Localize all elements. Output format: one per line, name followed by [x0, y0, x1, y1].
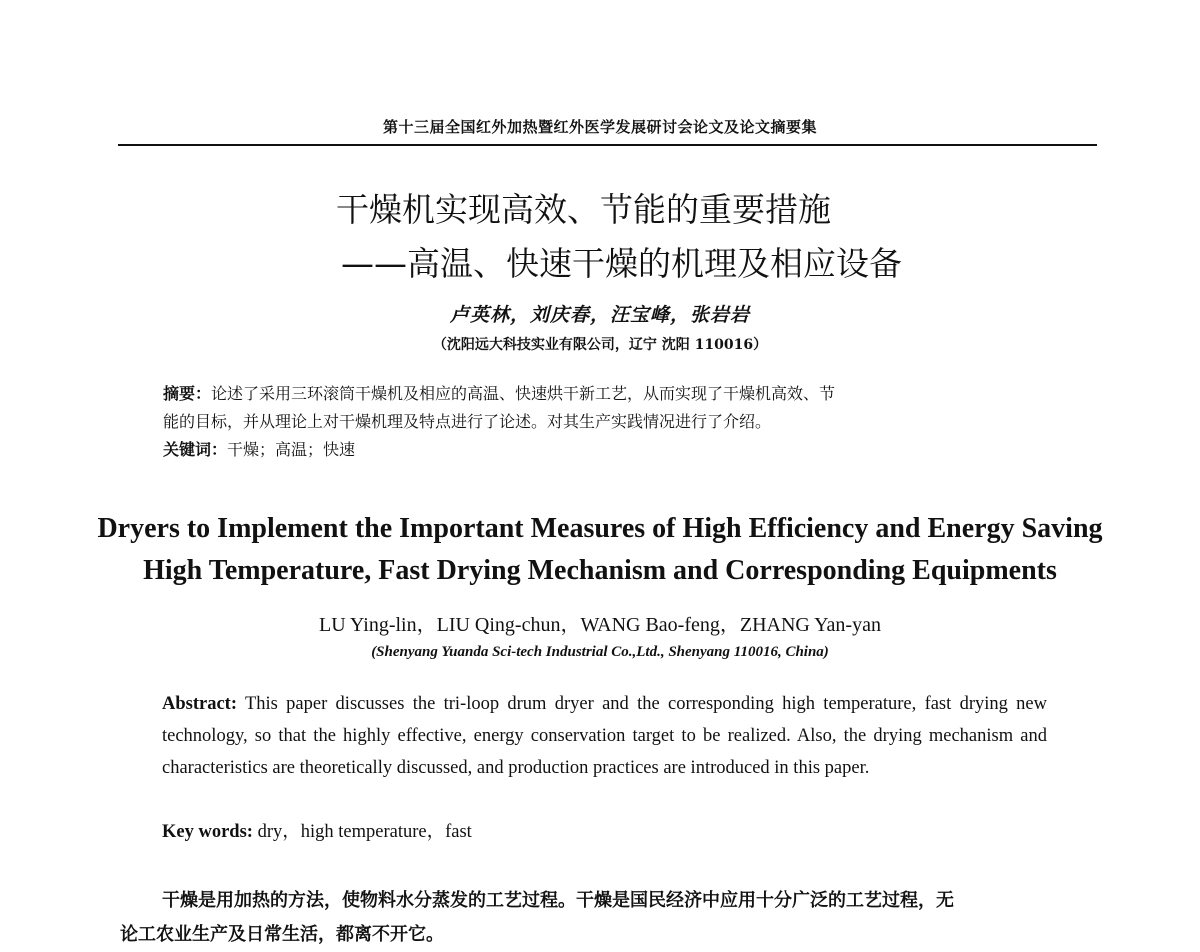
cn-abstract-text1: 论述了采用三环滚筒干燥机及相应的高温、快速烘干新工艺，从而实现了干燥机高效、节: [211, 384, 836, 403]
en-abstract-text: This paper discusses the tri-loop drum dryer and the corresponding high temperature, fast drying new technology, so that the highly effective, energy conservation target to be realized. Also, the drying mechanism and characteristics are theoretically discussed, and production practices are introduced in this paper.: [162, 694, 1047, 778]
cn-title-line1: 干燥机实现高效、节能的重要措施: [336, 190, 831, 229]
en-keywords: dry，high temperature，fast: [257, 822, 472, 842]
cn-affiliation: （沈阳远大科技实业有限公司，辽宁 沈阳 110016）: [432, 337, 768, 353]
running-header: 第十三届全国红外加热暨红外医学发展研讨会论文及论文摘要集: [382, 118, 817, 136]
cutoff-text-fragment: [120, 944, 380, 952]
body-line1: 干燥是用加热的方法，使物料水分蒸发的工艺过程。干燥是国民经济中应用十分广泛的工艺过程，无: [162, 890, 954, 911]
en-abstract-label: Abstract:: [162, 694, 238, 714]
cn-title-line2: ——高温、快速干燥的机理及相应设备: [341, 244, 902, 283]
cn-abstract: [163, 380, 1053, 464]
cn-abstract-label: 摘要：: [163, 384, 212, 403]
en-authors: LU Ying-lin，LIU Qing-chun，WANG Bao-feng，ZHANG Yan-yan: [319, 614, 881, 636]
cn-abstract-line2: 能的目标，并从理论上对干燥机理及特点进行了论述。对其生产实践情况进行了介绍。: [163, 412, 772, 431]
cn-keywords-label: 关键词：: [163, 440, 228, 459]
cn-keywords: 干燥；高温；快速: [227, 440, 356, 459]
body-paragraph: [120, 884, 1095, 952]
cn-authors: 卢英林，刘庆春，汪宝峰，张岩岩: [449, 304, 750, 326]
en-abstract: [162, 688, 1047, 784]
en-keywords-label: Key words:: [162, 822, 253, 842]
en-title-line2: High Temperature, Fast Drying Mechanism and Corresponding Equipments: [143, 555, 1057, 586]
en-affiliation: (Shenyang Yuanda Sci-tech Industrial Co.,Ltd., Shenyang 110016, China): [371, 644, 829, 660]
cn-abstract-line1: [163, 380, 1053, 408]
header-rule: [118, 144, 1097, 146]
en-title-line1: Dryers to Implement the Important Measures of High Efficiency and Energy Saving: [97, 513, 1103, 544]
en-keywords-line: [162, 816, 472, 848]
body-line2: 论工农业生产及日常生活，都离不开它。: [120, 924, 444, 945]
cn-keywords-line: [163, 436, 1053, 464]
